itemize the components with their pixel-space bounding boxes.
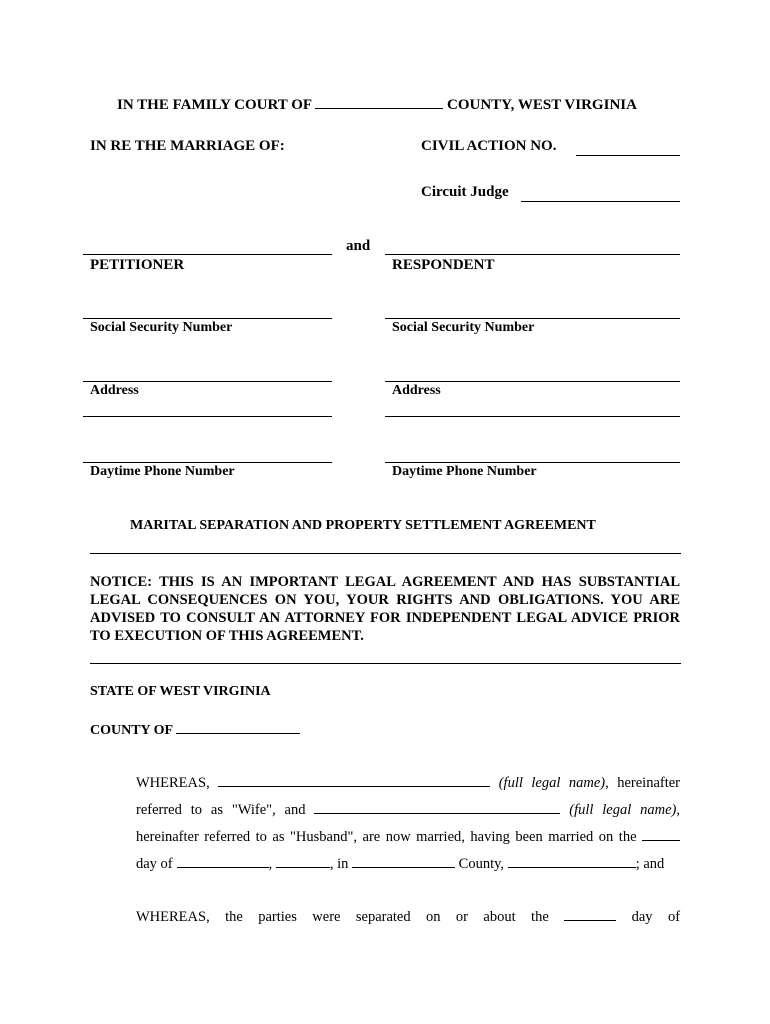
recital-line-5 bbox=[136, 906, 680, 926]
petitioner-name-line[interactable] bbox=[83, 254, 332, 255]
county-blank[interactable] bbox=[315, 94, 443, 109]
separation-day-blank[interactable] bbox=[564, 906, 616, 921]
petitioner-label: PETITIONER bbox=[90, 257, 185, 273]
marriage-state-blank[interactable] bbox=[508, 853, 636, 868]
marriage-month-blank[interactable] bbox=[177, 853, 269, 868]
court-heading bbox=[117, 94, 637, 114]
respondent-ssn-line[interactable] bbox=[385, 318, 680, 319]
referred-husband-text: hereinafter referred to as "Husband", are now married, having been married on the bbox=[136, 829, 637, 845]
referred-wife-text: referred to as "Wife", and bbox=[136, 802, 306, 818]
recital-line-1 bbox=[136, 772, 680, 792]
civil-action-blank[interactable] bbox=[576, 155, 680, 156]
respondent-address-line-2[interactable] bbox=[385, 416, 680, 417]
and-end-text: ; and bbox=[635, 856, 665, 872]
circuit-judge-blank[interactable] bbox=[521, 201, 680, 202]
whereas-label: WHEREAS, bbox=[136, 775, 210, 791]
full-legal-name-note-2: (full legal name), bbox=[569, 802, 681, 818]
husband-name-blank[interactable] bbox=[314, 799, 560, 814]
recital-line-2 bbox=[136, 799, 680, 819]
respondent-phone-line[interactable] bbox=[385, 462, 680, 463]
full-legal-name-note: (full legal name), bbox=[498, 775, 609, 791]
respondent-ssn-label: Social Security Number bbox=[392, 320, 535, 335]
petitioner-address-label: Address bbox=[90, 383, 139, 398]
wife-name-blank[interactable] bbox=[218, 772, 490, 787]
notice-top-rule bbox=[90, 553, 681, 554]
court-suffix: COUNTY, WEST VIRGINIA bbox=[447, 97, 637, 113]
marriage-year-blank[interactable] bbox=[276, 853, 330, 868]
respondent-name-line[interactable] bbox=[385, 254, 680, 255]
document-title: MARITAL SEPARATION AND PROPERTY SETTLEMENT AGREEMENT bbox=[130, 518, 596, 533]
recital-line-4 bbox=[136, 853, 664, 873]
notice-text: NOTICE: THIS IS AN IMPORTANT LEGAL AGREEMENT AND HAS SUBSTANTIAL LEGAL CONSEQUENCES ON YOU, YOUR RIGHTS AND OBLIGATIONS. YOU ARE ADVISED TO CONSULT AN ATTORNEY FOR INDEPENDENT LEGAL ADVICE PRIOR TO EXECUTION OF THIS AGREEMENT. bbox=[90, 574, 680, 644]
petitioner-address-line[interactable] bbox=[83, 381, 332, 382]
day-of-text-2: day of bbox=[631, 909, 681, 925]
marriage-day-blank[interactable] bbox=[642, 826, 680, 841]
and-label: and bbox=[346, 238, 371, 254]
respondent-label: RESPONDENT bbox=[392, 257, 495, 273]
day-of-text: day of bbox=[136, 856, 173, 872]
county-label: COUNTY OF bbox=[90, 723, 173, 738]
whereas-separated-text: WHEREAS, the parties were separated on or about the bbox=[136, 909, 549, 925]
respondent-phone-label: Daytime Phone Number bbox=[392, 464, 537, 479]
state-label: STATE OF WEST VIRGINIA bbox=[90, 684, 271, 699]
petitioner-ssn-label: Social Security Number bbox=[90, 320, 233, 335]
petitioner-phone-line[interactable] bbox=[83, 462, 332, 463]
circuit-judge-label: Circuit Judge bbox=[421, 184, 509, 200]
notice-bottom-rule bbox=[90, 663, 681, 664]
in-re-label: IN RE THE MARRIAGE OF: bbox=[90, 138, 285, 154]
comma-in-text: , in bbox=[329, 856, 349, 872]
comma-text: , bbox=[268, 856, 273, 872]
county-text: County, bbox=[458, 856, 505, 872]
civil-action-label: CIVIL ACTION NO. bbox=[421, 138, 557, 154]
recital-line-3 bbox=[136, 826, 680, 846]
court-prefix: IN THE FAMILY COURT OF bbox=[117, 97, 312, 113]
petitioner-phone-label: Daytime Phone Number bbox=[90, 464, 235, 479]
petitioner-address-line-2[interactable] bbox=[83, 416, 332, 417]
respondent-address-line[interactable] bbox=[385, 381, 680, 382]
marriage-county-blank[interactable] bbox=[352, 853, 455, 868]
hereinafter-text: hereinafter bbox=[617, 775, 681, 791]
respondent-address-label: Address bbox=[392, 383, 441, 398]
county-venue bbox=[90, 719, 300, 739]
county-venue-blank[interactable] bbox=[176, 719, 300, 734]
petitioner-ssn-line[interactable] bbox=[83, 318, 332, 319]
